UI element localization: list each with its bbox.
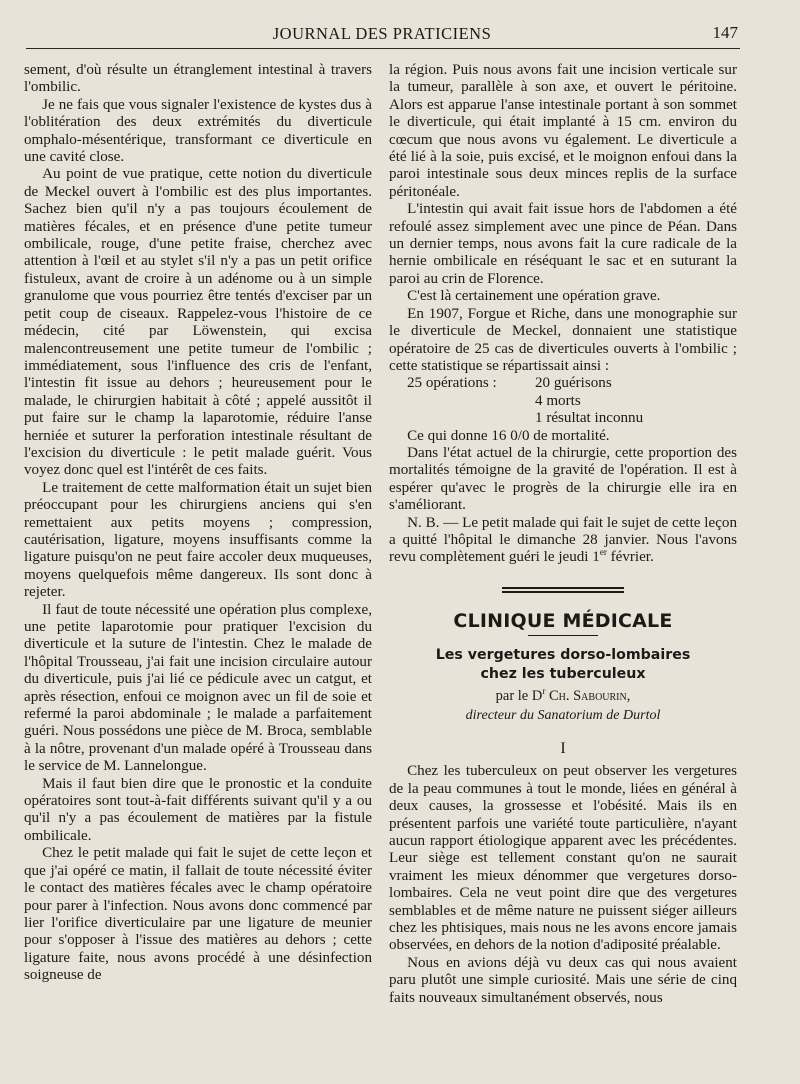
nota-bene bbox=[389, 515, 737, 567]
statistics-value: 1 résultat inconnu bbox=[535, 410, 644, 427]
statistics-row bbox=[389, 375, 737, 392]
statistics-total: Ce qui donne 16 0/0 de mortalité. bbox=[407, 427, 610, 444]
paragraph: Chez le petit malade qui fait le sujet de cette leçon et que j'ai opéré ce matin, il fallait de toute nécessité éviter le contact des matières fécales avec le champ opératoire pour parer à l'infection. Nous avons donc commencé par lier l'orifice diverticulaire par une ligature de meunier pour s'opposer à l'issue des matières au dehors ; cette ligature faite, nous avons procédé à une désinfection soigneuse de bbox=[24, 845, 372, 984]
byline-prefix: par le D bbox=[495, 688, 543, 705]
section-divider-area bbox=[389, 567, 737, 613]
article-title-line-1: Les vergetures dorso-lombaires bbox=[435, 647, 691, 664]
article-title-line-2: chez les tuberculeux bbox=[480, 666, 646, 683]
statistics-value: 20 guérisons bbox=[535, 375, 612, 392]
section-title-rule bbox=[528, 635, 598, 636]
part-number: I bbox=[560, 740, 566, 757]
paragraph: sement, d'où résulte un étranglement intestinal à travers l'ombilic. bbox=[24, 62, 372, 96]
right-column bbox=[389, 62, 737, 1007]
paragraph: la région. Puis nous avons fait une incision verticale sur la tumeur, parallèle à son axe, et ouvert le péritoine. Alors est apparue l'anse intestinale portant à son sommet le diverticule, qui était implanté à 15 cm. environ du cœcum que nous avons vu également. Le diverticule a été lié à la soie, puis excisé, et le moignon enfoui dans la paroi intestinale sous deux minces replis de la surface péritonéale. bbox=[389, 62, 737, 200]
left-column bbox=[24, 62, 372, 985]
statistics-row bbox=[389, 393, 737, 410]
author-name: Ch. Sabourin, bbox=[545, 688, 631, 705]
paragraph: Dans l'état actuel de la chirurgie, cette proportion des mortalités témoigne de la gravité de l'opération. Il est à espérer qu'avec le progrès de la chirurgie elle ira en s'améliorant. bbox=[389, 444, 737, 514]
paragraph: Nous en avions déjà vu deux cas qui nous avaient paru plutôt une simple curiosité. Mais une série de cinq faits nouveaux simultanément observés, nous bbox=[389, 954, 737, 1006]
section-title: CLINIQUE MÉDICALE bbox=[453, 609, 673, 632]
paragraph: Mais il faut bien dire que le pronostic et la conduite opératoires sont tout-à-fait différents suivant qu'il y a ou qu'il n'y a pas écoulement de matières par la fistule ombilicale. bbox=[24, 775, 372, 844]
byline-sup: r bbox=[542, 686, 546, 697]
section-divider bbox=[502, 587, 624, 593]
ordinal-suffix: er bbox=[599, 547, 607, 558]
nota-bene-end: février. bbox=[606, 549, 654, 566]
header-rule bbox=[26, 48, 740, 49]
paragraph: C'est là certainement une opération grave. bbox=[407, 288, 661, 305]
statistics-label bbox=[389, 393, 535, 410]
statistics-value: 4 morts bbox=[535, 392, 581, 409]
statistics-label bbox=[389, 410, 535, 427]
paragraph: Il faut de toute nécessité une opération plus complexe, une petite laparotomie pour pratiquer l'excision du diverticule et la suture de l'intestin. Chez le malade de l'hôpital Trousseau, j'ai fait une incision circulaire autour du diverticule, puis j'ai lié ce pédicule avec un catgut, et après résection, enfoui ce moignon avec un fil de soie et refermé la paroi abdominale ; le malade a parfaitement guéri. Nous possédons une pièce de M. Broca, semblable à la nôtre, provenant d'un malade opéré à Trousseau dans le service de M. Lannelongue. bbox=[24, 601, 372, 775]
paragraph: Le traitement de cette malformation était un sujet bien préoccupant pour les chirurgiens anciens qui s'en remettaient aux petits moyens ; compression, cautérisation, ligature, moyens insuffisants comme la ligature puisqu'on ne peut faire accoler deux muqueuses, moyens quelquefois même dangereux. Ils sont donc à rejeter. bbox=[24, 479, 372, 601]
paragraph: Au point de vue pratique, cette notion du diverticule de Meckel ouvert à l'ombilic est des plus importantes. Sachez bien qu'il n'y a pas toujours écoulement de matières fécales, et en présence d'une petite tumeur ombilicale, rouge, d'une petite fraise, cherchez avec attention à l'œil et au stylet s'il n'y a pas un petit orifice fistuleux, avant de croire à un adénome ou à un simple granulome que vous pourriez être tentés d'exciser par un petit coup de ciseaux. Rappelez-vous l'histoire de ce médecin, cité par Löwenstein, qui excisa malencontreusement une petite tumeur de l'ombilic ; immédiatement, sous l'influence des cris de l'enfant, l'intestin fit issue au dehors ; heureusement pour le malade, le chirurgien habitait à côté ; appelé aussitôt il put faire sur le champ la laparotomie, réduire l'anse herniée et suturer la perforation intestinale résultant de l'excision du diverticule : le petit malade guérit. Vous voyez donc quel est l'intérêt de ces faits. bbox=[24, 166, 372, 479]
statistics-row bbox=[389, 410, 737, 427]
running-header bbox=[26, 20, 738, 48]
journal-title: JOURNAL DES PRATICIENS bbox=[272, 24, 492, 43]
paragraph: Je ne fais que vous signaler l'existence de kystes dus à l'oblitération des deux extrémités du diverticule omphalo-mésentérique, transformant ce diverticule en une cavité close. bbox=[24, 96, 372, 166]
page-number: 147 bbox=[712, 23, 738, 42]
paragraph: L'intestin qui avait fait issue hors de l'abdomen a été refoulé assez simplement avec une pince de Péan. Dans un dernier temps, nous avons fait la cure radicale de la hernie ombilicale en réséquant le sac et en suturant la paroi au crin de Florence. bbox=[389, 201, 737, 287]
statistics-label: 25 opérations : bbox=[407, 375, 497, 392]
statistics-table bbox=[389, 375, 737, 427]
byline bbox=[389, 688, 737, 705]
paragraph: Chez les tuberculeux on peut observer les vergetures de la peau communes à tout le monde, liées en général à deux causes, la grossesse et l'obésité. Mais ils en présentent parfois une variété toute particulière, n'ayant aucun rapport étiologique apparent avec les précédentes. Leur siège est tellement constant qu'on ne saurait vraiment les mieux dénommer que vergetures dorso-lombaires. Cela ne veut point dire que des vergetures semblables et de même nature ne puissent siéger ailleurs chez les phtisiques, mais nous ne les avons encore jamais observées, en dehors de la notion d'adiposité préalable. bbox=[389, 763, 737, 954]
nota-bene-text: N. B. — Le petit malade qui fait le sujet de cette leçon a quitté l'hôpital le dimanche 28 janvier. Nous l'avons revu complètement guéri le jeudi 1 bbox=[389, 514, 737, 566]
paragraph: En 1907, Forgue et Riche, dans une monographie sur le diverticule de Meckel, donnaient une statistique opératoire de 25 cas de diverticules ouverts à l'ombilic ; cette statistique se répartissait ainsi : bbox=[389, 305, 737, 374]
author-affiliation: directeur du Sanatorium de Durtol bbox=[465, 707, 661, 723]
